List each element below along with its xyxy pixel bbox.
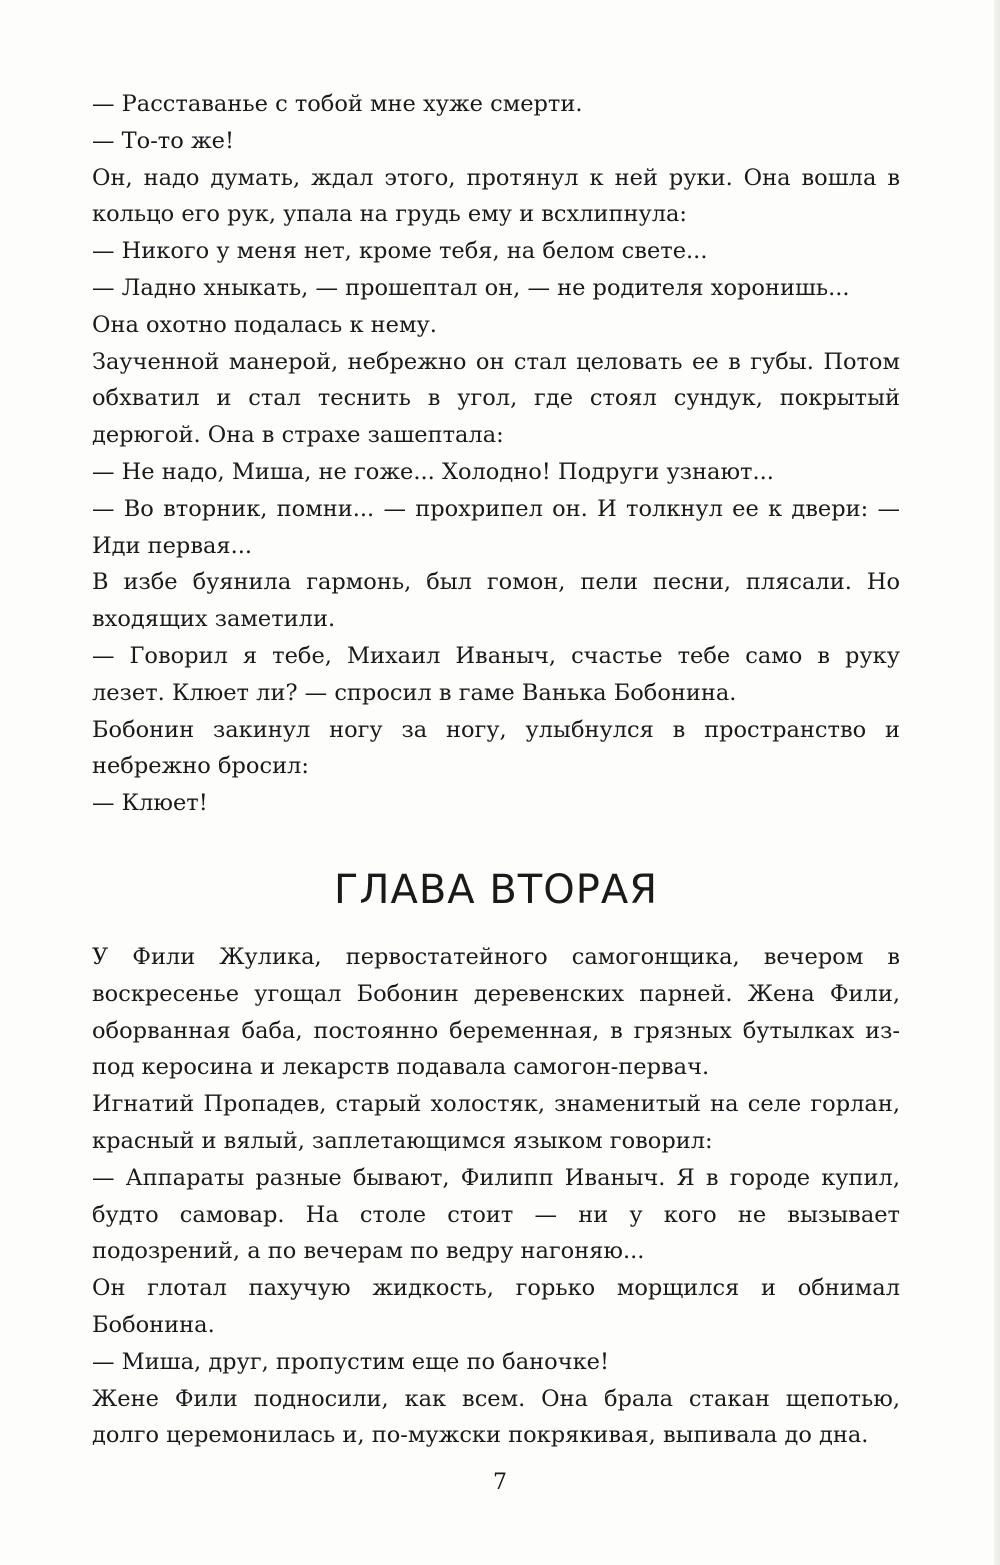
paragraph: — Клюет! <box>92 790 208 817</box>
paragraph: — Не надо, Миша, не гоже... Холодно! Подруги узнают... <box>92 458 774 485</box>
paragraph: — Ладно хныкать, — прошептал он, — не родителя хоронишь... <box>92 274 850 301</box>
paragraph: — Аппараты разные бывают, Филипп Иваныч. Я в городе купил, будто самовар. На столе стоит — ни у кого не вызывает подозрений, а по вечерам по ведру нагоняю... <box>92 1164 900 1265</box>
paragraph: Жене Фили подносили, как всем. Она брала стакан щепотью, долго церемонилась и, по-мужски покрякивая, выпивала до дна. <box>92 1385 900 1449</box>
paragraph: — Расставанье с тобой мне хуже смерти. <box>92 91 583 117</box>
paragraph: Она охотно подалась к нему. <box>92 311 437 338</box>
paragraph: Игнатий Пропадев, старый холостяк, знаменитый на селе горлан, красный и вялый, заплетающимся языком говорил: <box>92 1091 900 1154</box>
paragraph: Заученной манерой, небрежно он стал целовать ее в губы. Потом обхватил и стал теснить в угол, где стоял сундук, покрытый дерюгой. Она в страхе зашептала: <box>92 348 900 449</box>
page-number: 7 <box>493 1470 507 1495</box>
paragraph: — Говорил я тебе, Михаил Иваныч, счастье тебе само в руку лезет. Клюет ли? — спросил в гаме Ванька Бобонина. <box>92 642 900 706</box>
paragraph: — То-то же! <box>92 127 235 154</box>
text-section-2 <box>92 939 900 1454</box>
page-edge-shadow <box>994 0 1000 1565</box>
paragraph: В избе буянила гармонь, был гомон, пели песни, плясали. Но входящих заметили. <box>92 569 900 633</box>
text-section-1 <box>92 86 900 822</box>
paragraph: — Никого у меня нет, кроме тебя, на белом свете... <box>92 238 708 265</box>
paragraph: Он, надо думать, ждал этого, протянул к ней руки. Она вошла в кольцо его рук, упала на грудь ему и всхлипнула: <box>92 164 900 228</box>
paragraph: — Во вторник, помни... — прохрипел он. И толкнул ее к двери: — Иди первая... <box>92 495 900 559</box>
paragraph: У Фили Жулика, первостатейного самогонщика, вечером в воскресенье угощал Бобонин деревенских парней. Жена Фили, оборванная баба, постоянно беременная, в грязных бутылках из-под керосина и лекарств подавала самогон-первач. <box>92 944 900 1081</box>
paragraph: — Миша, друг, пропустим еще по баночке! <box>92 1348 609 1375</box>
chapter-title: ГЛАВА ВТОРАЯ <box>334 867 658 913</box>
paragraph: Он глотал пахучую жидкость, горько морщился и обнимал Бобонина. <box>92 1275 900 1338</box>
paragraph: Бобонин закинул ногу за ногу, улыбнулся в пространство и небрежно бросил: <box>92 716 900 780</box>
